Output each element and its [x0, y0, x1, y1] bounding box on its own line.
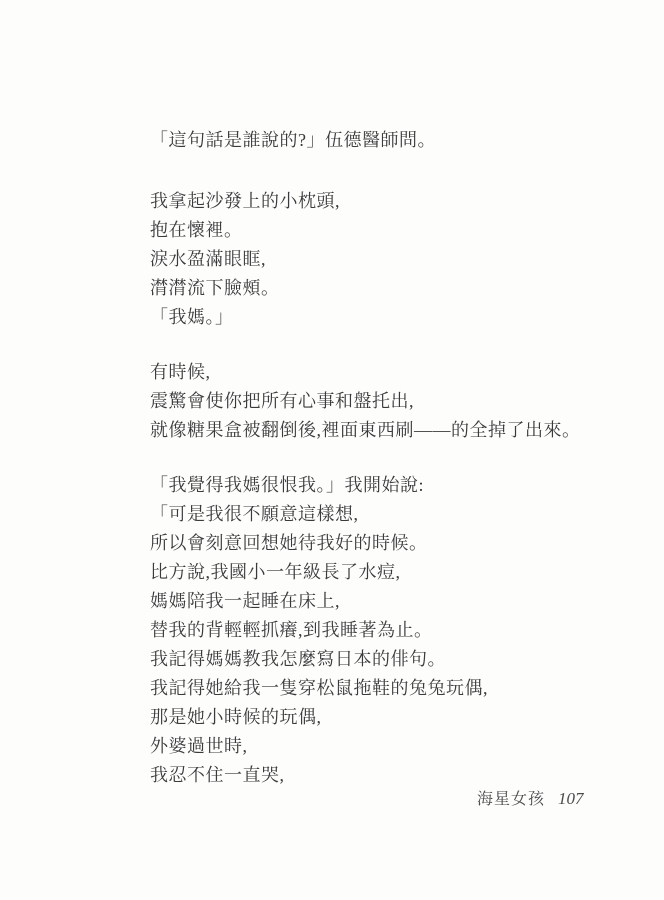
poem-line: 「可是我很不願意這樣想,	[150, 504, 359, 524]
poem-line: 我記得媽媽教我怎麼寫日本的俳句。	[150, 649, 446, 669]
poem-line: 震驚會使你把所有心事和盤托出,	[150, 391, 414, 411]
footer-book-title: 海星女孩	[477, 791, 546, 808]
poem-line: 替我的背輕輕抓癢,到我睡著為止。	[150, 620, 433, 640]
poem-line: 比方說,我國小一年級長了水痘,	[150, 562, 401, 582]
poem-line: 我忍不住一直哭,	[150, 765, 285, 785]
poem-line: 抱在懷裡。	[150, 220, 243, 240]
stanza	[150, 471, 620, 790]
poem-line: 「我覺得我媽很恨我。」我開始說:	[150, 475, 424, 495]
poem-line: 有時候,	[150, 362, 211, 382]
poem-line: 媽媽陪我一起睡在床上,	[150, 591, 340, 611]
poem-line: 那是她小時候的玩偶,	[150, 707, 322, 727]
poem-line: 「這句話是誰說的?」伍德醫師問。	[150, 130, 436, 150]
stanza	[150, 126, 620, 155]
stanza	[150, 187, 620, 332]
poem-line: 我拿起沙發上的小枕頭,	[150, 191, 340, 211]
poem-line: 外婆過世時,	[150, 736, 248, 756]
stanza	[150, 358, 620, 445]
running-footer	[477, 786, 584, 809]
footer-page-number: 107	[558, 789, 584, 808]
poem-line: 「我媽。」	[150, 307, 234, 327]
poem-line: 淚水盈滿眼眶,	[150, 249, 266, 269]
poem-line: 潸潸流下臉頰。	[150, 278, 280, 298]
poem-line: 所以會刻意回想她待我好的時候。	[150, 533, 428, 553]
poem-line: 就像糖果盒被翻倒後,裡面東西刷——的全掉了出來。	[150, 420, 581, 440]
poem-text-block	[150, 126, 620, 816]
poem-line: 我記得她給我一隻穿松鼠拖鞋的兔兔玩偶,	[150, 678, 488, 698]
